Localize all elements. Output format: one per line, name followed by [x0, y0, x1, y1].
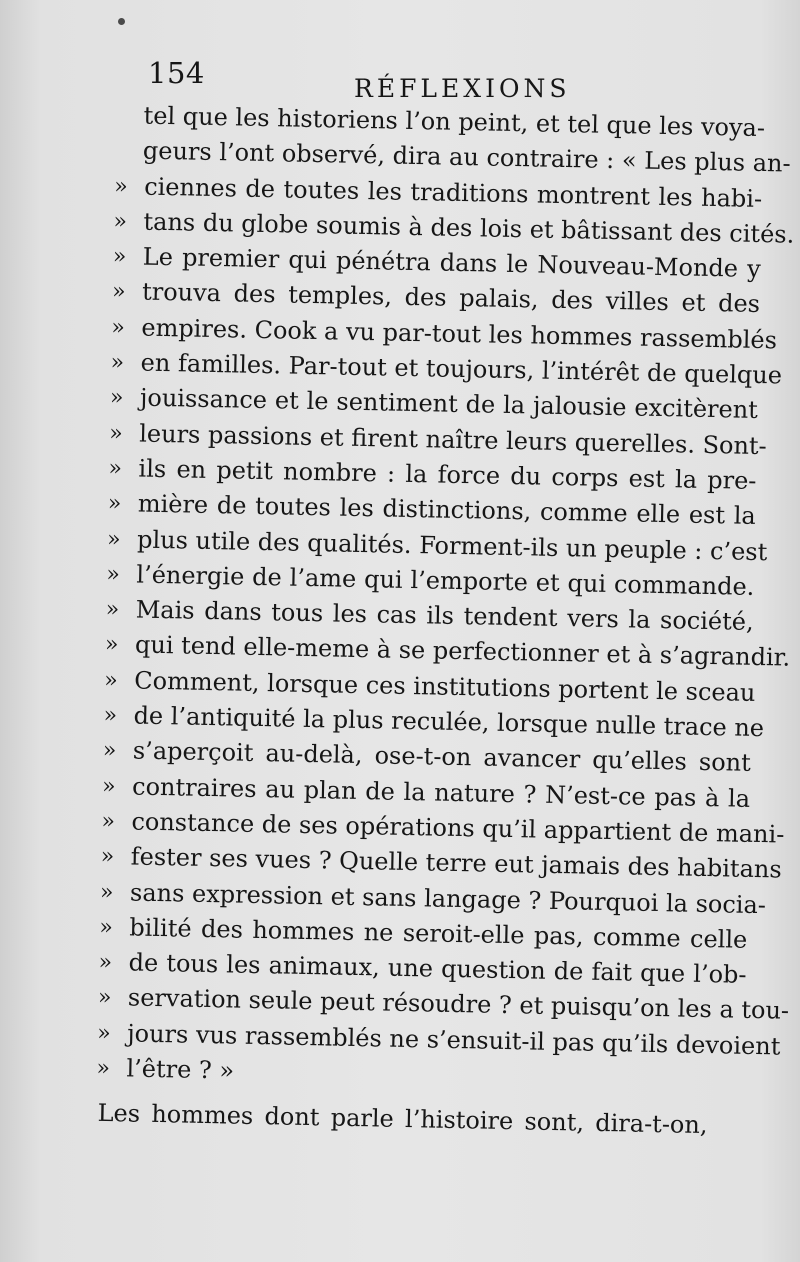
guillemet-mark: » — [97, 985, 112, 1011]
line-text: l’énergie de l’ame qui l’emporte et qui commande. — [136, 560, 755, 601]
line-text: jouissance et le sentiment de la jalousie excitèrent — [139, 383, 759, 425]
line-text: ils en petit nombre : la force du corps est la pre- — [138, 454, 757, 495]
guillemet-mark: » — [99, 879, 114, 905]
guillemet-mark: » — [109, 385, 124, 411]
line-text: contraires au plan de la nature ? N’est-ce pas à la — [131, 772, 751, 813]
guillemet-mark: » — [111, 314, 126, 341]
line-text: Le premier qui pénétra dans le Nouveau-Monde y — [142, 242, 761, 284]
line-text: leurs passions et firent naître leurs querelles. Sont- — [138, 419, 767, 460]
line-text: de l’antiquité la plus reculée, lorsque nulle trace ne — [133, 701, 765, 743]
guillemet-mark: » — [105, 597, 120, 623]
guillemet-mark: » — [106, 561, 121, 588]
line-text: Mais dans tous les cas ils tendent vers la société, — [135, 595, 754, 637]
guillemet-mark: » — [112, 244, 127, 270]
guillemet-mark: » — [103, 702, 118, 729]
guillemet-mark: » — [110, 350, 125, 376]
guillemet-mark: » — [101, 773, 116, 799]
line-text: Les hommes dont parle l’histoire sont, dira-t-on, — [97, 1099, 708, 1140]
line-text: de tous les animaux, une question de fait que l’ob- — [128, 948, 747, 989]
line-text: ciennes de toutes les traditions montrent les habi- — [143, 172, 763, 213]
guillemet-mark: » — [106, 526, 121, 552]
guillemet-mark: » — [108, 455, 123, 482]
line-text: en familles. Par-tout et toujours, l’intérêt de quelque — [140, 348, 783, 390]
page-number: 154 — [148, 56, 205, 90]
line-text: fester ses vues ? Quelle terre eut jamais des habitans — [130, 842, 782, 884]
guillemet-mark: » — [104, 632, 119, 658]
guillemet-mark: » — [99, 914, 114, 940]
guillemet-mark: » — [101, 808, 116, 835]
ink-speck — [118, 18, 125, 25]
line-text: Comment, lorsque ces institutions portent le sceau — [134, 666, 756, 707]
line-text: s’aperçoit au-delà, ose-t-on avancer qu’elles sont — [132, 736, 752, 778]
guillemet-mark: » — [113, 173, 128, 199]
line-text: plus utile des qualités. Forment-ils un peuple : c’est — [136, 525, 768, 566]
line-text: qui tend elle-meme à se perfectionner et à s’agrandir. — [134, 630, 791, 673]
page-header — [148, 56, 788, 102]
line-text: mière de toutes les distinctions, comme elle est la — [137, 489, 757, 531]
line-text: geurs l’ont observé, dira au contraire : « Les plus an- — [142, 136, 791, 178]
guillemet-mark: » — [107, 491, 122, 517]
guillemet-mark: » — [113, 208, 128, 235]
line-text: l’être ? » — [126, 1054, 235, 1085]
line-text: jours vus rassemblés ne s’ensuit-il pas qu’ils devoient — [126, 1019, 781, 1061]
guillemet-mark: » — [104, 667, 119, 693]
line-text: trouva des temples, des palais, des villes et des — [141, 278, 761, 319]
guillemet-mark: » — [100, 844, 115, 870]
running-head: RÉFLEXIONS — [354, 74, 571, 103]
line-text: servation seule peut résoudre ? et puisqu’on les a tou- — [127, 983, 790, 1026]
line-text: bilité des hommes ne seroit-elle pas, comme celle — [129, 913, 748, 954]
guillemet-mark: » — [96, 1020, 111, 1046]
line-text: tans du globe soumis à des lois et bâtissant des cités. — [143, 207, 795, 249]
guillemet-mark: » — [96, 1055, 111, 1082]
line-text: constance de ses opérations qu’il appartient de mani- — [131, 807, 785, 849]
body-text — [95, 98, 795, 1144]
guillemet-mark: » — [111, 279, 126, 305]
guillemet-mark: » — [98, 949, 113, 976]
guillemet-mark: » — [102, 738, 117, 764]
line-text: empires. Cook a vu par-tout les hommes rassemblés — [141, 313, 778, 355]
line-text: sans expression et sans langage ? Pourquoi la socia- — [129, 877, 767, 919]
line-text: tel que les historiens l’on peint, et tel que les voya- — [143, 101, 766, 143]
guillemet-mark: » — [109, 420, 123, 446]
